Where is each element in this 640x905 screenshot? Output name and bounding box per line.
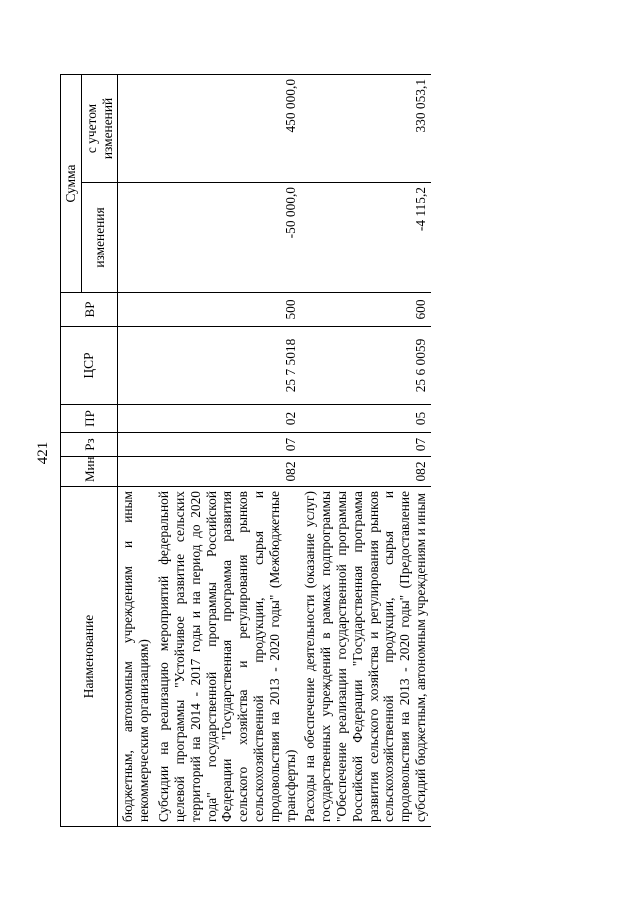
row-rz: 07 <box>154 433 300 457</box>
row-vr: 500 <box>154 293 300 327</box>
row-with-changes <box>118 74 154 182</box>
header-pr: ПР <box>61 405 118 433</box>
row-name: Расходы на обеспечение деятельности (оказание услуг) государственных учреждений в рамках подпрограммы "Обеспечение реализации государственной программы Российской Федерации "Государственная программа развития сельского хозяйства и регулирования рынков сельскохозяйственной продукции, сырья и продовольствия на 2013 - 2020 годы" (Предоставление субсидий бюджетным, автономным учреждениям и иным <box>300 487 431 827</box>
row-with-changes: 450 000,0 <box>154 74 300 182</box>
row-name: Субсидии на реализацию мероприятий федеральной целевой программы "Устойчивое развитие сельских территорий на 2014 - 2017 годы и на период до 2020 года" государственной программы Российской Федерации "Государственная программа развития сельского хозяйства и регулирования рынков сельскохозяйственной продукции, сырья и продовольствия на 2013 - 2020 годы" (Межбюджетные трансферты) <box>154 487 300 827</box>
row-min: 082 <box>300 457 431 487</box>
header-vr: ВР <box>61 293 118 327</box>
row-csr: 25 6 0059 <box>300 327 431 405</box>
table-row <box>118 74 154 826</box>
row-pr: 05 <box>300 405 431 433</box>
header-with-changes: с учетом изменений <box>81 74 118 182</box>
row-rz <box>118 433 154 457</box>
header-changes: изменения <box>81 183 118 293</box>
row-csr: 25 7 5018 <box>154 327 300 405</box>
header-csr: ЦСР <box>61 327 118 405</box>
table-row <box>300 74 431 826</box>
header-sum: Сумма <box>61 74 82 292</box>
header-rz: Рз <box>61 433 118 457</box>
row-min: 082 <box>154 457 300 487</box>
header-min: Мин <box>61 457 118 487</box>
row-min <box>118 457 154 487</box>
row-vr: 600 <box>300 293 431 327</box>
row-pr: 02 <box>154 405 300 433</box>
row-changes: -50 000,0 <box>154 183 300 293</box>
row-with-changes: 330 053,1 <box>300 74 431 182</box>
row-csr <box>118 327 154 405</box>
header-name: Наименование <box>61 487 118 827</box>
row-name: бюджетным, автономным учреждениям и иным некоммерческим организациям) <box>118 487 154 827</box>
row-pr <box>118 405 154 433</box>
header-row-1 <box>61 74 82 826</box>
row-vr <box>118 293 154 327</box>
row-changes: -4 115,2 <box>300 183 431 293</box>
row-changes <box>118 183 154 293</box>
budget-table <box>60 74 431 827</box>
table-row <box>154 74 300 826</box>
page-number: 421 <box>35 441 51 465</box>
row-rz: 07 <box>300 433 431 457</box>
